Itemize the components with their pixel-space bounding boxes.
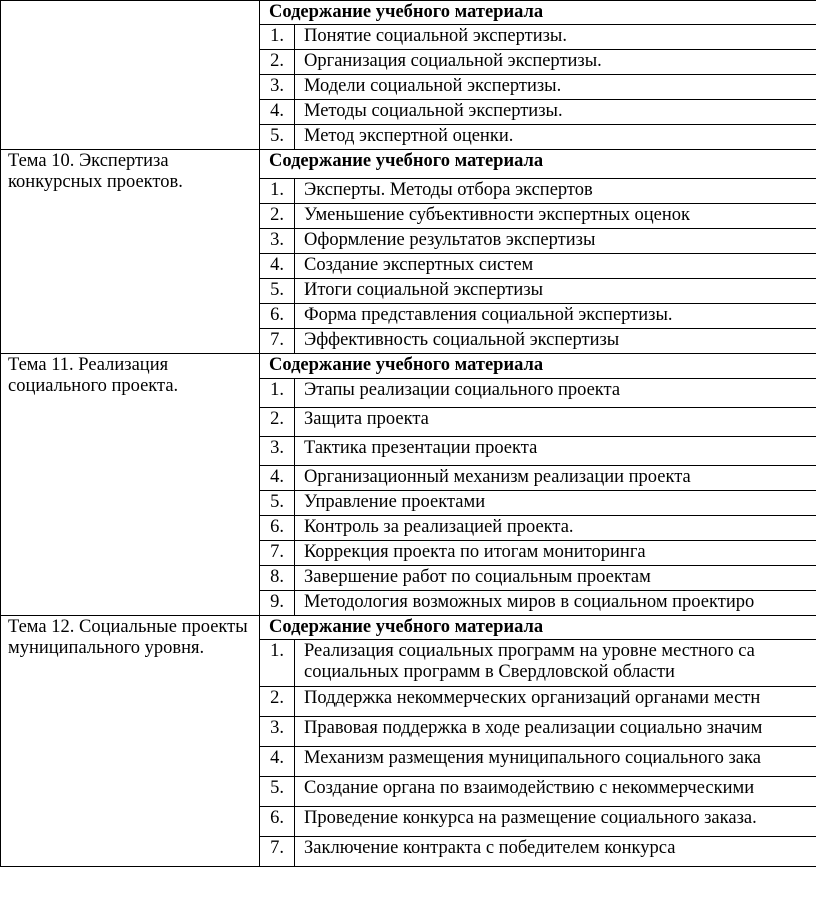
item-number: 1. (260, 25, 295, 50)
item-number: 7. (260, 837, 295, 867)
item-number: 7. (260, 329, 295, 354)
item-number: 6. (260, 304, 295, 329)
item-number: 5. (260, 777, 295, 807)
item-text: Тактика презентации проекта (295, 437, 816, 466)
item-text: Понятие социальной экспертизы. (295, 25, 816, 50)
item-number: 4. (260, 254, 295, 279)
item-text: Организационный механизм реализации проекта (295, 466, 816, 491)
item-number: 4. (260, 100, 295, 125)
item-number: 1. (260, 379, 295, 408)
item-text: Поддержка некоммерческих организаций органами местн (295, 687, 816, 717)
item-number: 3. (260, 229, 295, 254)
item-text: Механизм размещения муниципального социального зака (295, 747, 816, 777)
item-text: Правовая поддержка в ходе реализации социально значим (295, 717, 816, 747)
item-text: Коррекция проекта по итогам мониторинга (295, 541, 816, 566)
item-number: 1. (260, 640, 295, 687)
topic-cell: Тема 11. Реализация социального проекта. (1, 354, 260, 616)
item-text: Организация социальной экспертизы. (295, 50, 816, 75)
section-heading-row (1, 354, 816, 379)
section-heading-row (1, 616, 816, 640)
item-text: Модели социальной экспертизы. (295, 75, 816, 100)
section-heading-row (1, 1, 816, 25)
item-number: 3. (260, 717, 295, 747)
item-text: Этапы реализации социального проекта (295, 379, 816, 408)
item-number: 2. (260, 687, 295, 717)
item-text: Создание экспертных систем (295, 254, 816, 279)
item-number: 2. (260, 50, 295, 75)
item-text: Метод экспертной оценки. (295, 125, 816, 150)
topic-cell: Тема 10. Экспертиза конкурсных проектов. (1, 150, 260, 354)
section-heading: Содержание учебного материала (260, 1, 816, 25)
topic-cell: Тема 12. Социальные проекты муниципального уровня. (1, 616, 260, 867)
item-number: 4. (260, 466, 295, 491)
item-text: Заключение контракта с победителем конкурса (295, 837, 816, 867)
item-number: 5. (260, 125, 295, 150)
section-heading: Содержание учебного материала (260, 616, 816, 640)
item-text: Эксперты. Методы отбора экспертов (295, 179, 816, 204)
item-number: 6. (260, 807, 295, 837)
item-number: 4. (260, 747, 295, 777)
item-text: Проведение конкурса на размещение социального заказа. (295, 807, 816, 837)
item-text: Завершение работ по социальным проектам (295, 566, 816, 591)
item-number: 2. (260, 204, 295, 229)
item-text (295, 640, 816, 687)
item-text: Форма представления социальной экспертизы. (295, 304, 816, 329)
item-text: Управление проектами (295, 491, 816, 516)
topic-cell (1, 1, 260, 150)
item-number: 1. (260, 179, 295, 204)
item-text: Оформление результатов экспертизы (295, 229, 816, 254)
item-text: Эффективность социальной экспертизы (295, 329, 816, 354)
item-number: 2. (260, 408, 295, 437)
section-heading: Содержание учебного материала (260, 354, 816, 379)
item-text: Итоги социальной экспертизы (295, 279, 816, 304)
item-text: Контроль за реализацией проекта. (295, 516, 816, 541)
item-number: 5. (260, 279, 295, 304)
item-number: 7. (260, 541, 295, 566)
section-heading-row (1, 150, 816, 179)
item-text-line: социальных программ в Свердловской области (304, 662, 675, 682)
item-number: 8. (260, 566, 295, 591)
item-text: Уменьшение субъективности экспертных оценок (295, 204, 816, 229)
item-number: 3. (260, 437, 295, 466)
item-text: Методы социальной экспертизы. (295, 100, 816, 125)
item-text-line: Реализация социальных программ на уровне местного са (304, 641, 755, 661)
item-number: 6. (260, 516, 295, 541)
item-number: 3. (260, 75, 295, 100)
item-text: Создание органа по взаимодействию с некоммерческими (295, 777, 816, 807)
item-number: 5. (260, 491, 295, 516)
item-text: Методология возможных миров в социальном проектиро (295, 591, 816, 616)
section-heading: Содержание учебного материала (260, 150, 816, 179)
item-text: Защита проекта (295, 408, 816, 437)
item-number: 9. (260, 591, 295, 616)
